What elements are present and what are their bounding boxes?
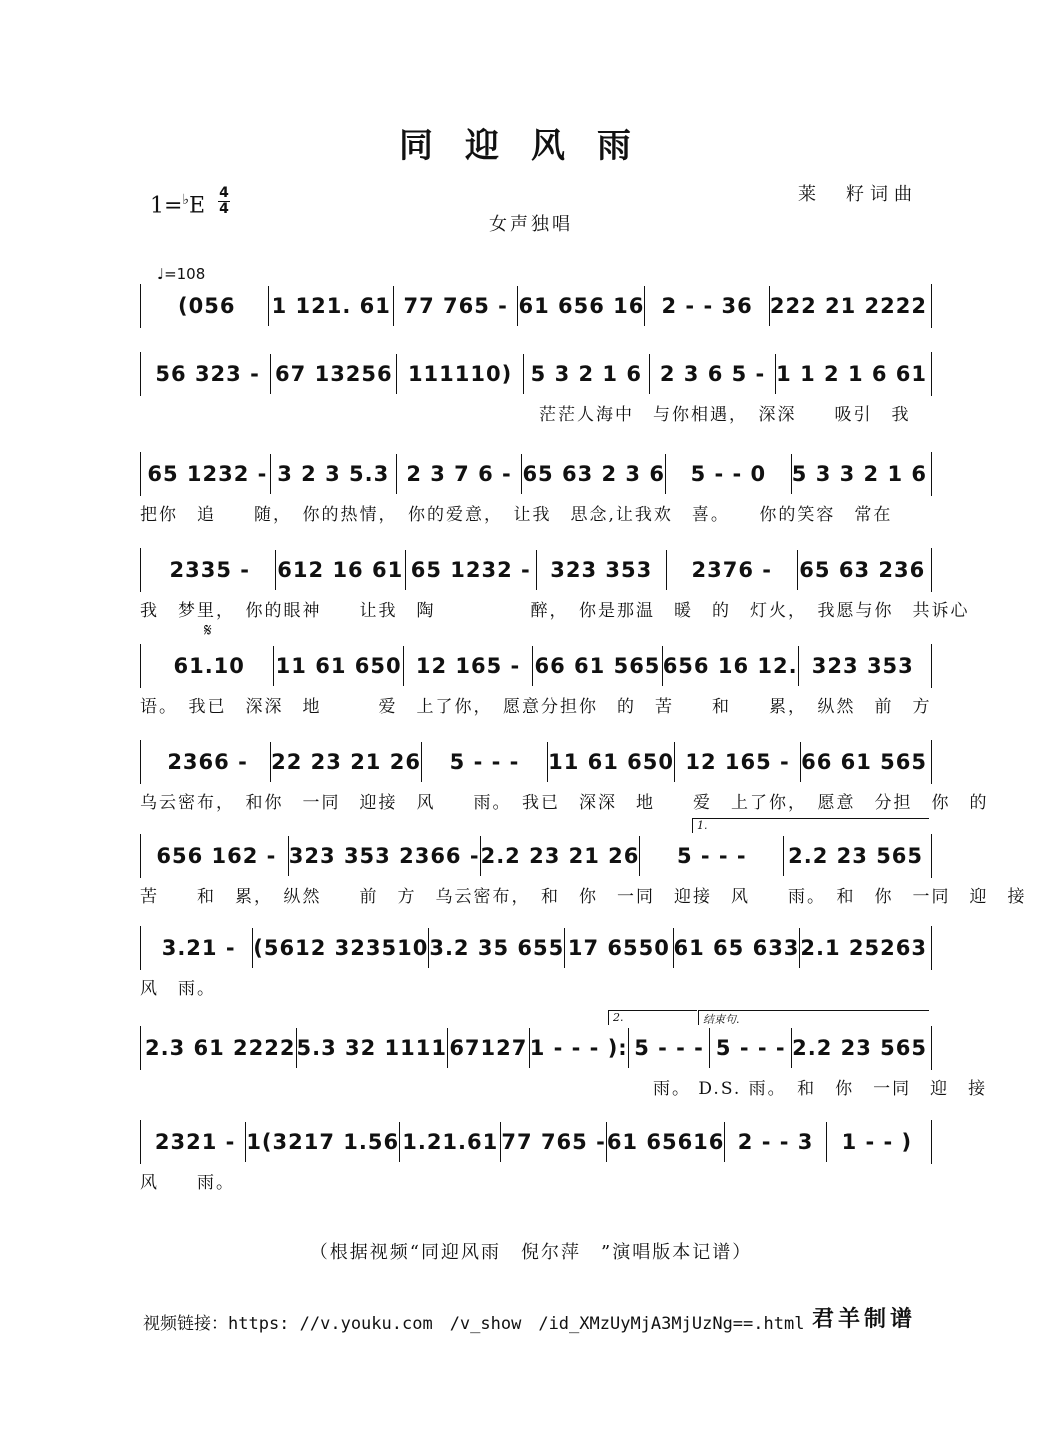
- measure: 2 - - 36: [645, 286, 769, 326]
- measure: 2 - - 3: [725, 1122, 826, 1162]
- ending-bracket: 结束句.: [698, 1010, 929, 1025]
- measure: 2 3 7 6 -: [397, 454, 523, 494]
- measure: 65 63 2 3 6: [522, 454, 666, 494]
- measure: 1 - - ): [841, 1130, 913, 1154]
- measure: 61 65 633: [674, 928, 801, 968]
- measure: 323 353: [537, 550, 668, 590]
- time-bottom: 4: [219, 201, 229, 217]
- lyrics-line: 我 梦里， 你的眼神 让我 陶 醉， 你是那温 暖 的 灯火， 我愿与你 共诉心: [140, 601, 970, 621]
- measure: 12 165 -: [675, 742, 801, 782]
- measure: 323 353 2366 -: [289, 836, 481, 876]
- measure: 2366 -: [145, 742, 271, 782]
- notation-line: [140, 352, 932, 396]
- measure: 323 353: [811, 654, 914, 678]
- lyrics-line: 语。 我已 深深 地 爱 上了你， 愿意分担你 的 苦 和 累， 纵然 前 方: [140, 697, 932, 717]
- measure: 2.2 23 565: [788, 844, 924, 868]
- video-link-label: 视频链接：: [143, 1314, 228, 1334]
- notation-line: [140, 284, 932, 328]
- measure: 67127: [448, 1028, 530, 1068]
- measure: 11 61 650: [548, 742, 675, 782]
- measure: 5 3 3 2 1 6: [791, 462, 928, 486]
- measure: 2.3 61 2222: [145, 1028, 297, 1068]
- lyrics-line: 风 雨。: [140, 1173, 235, 1193]
- lyrics-line: 茫茫人海中 与你相遇， 深深 吸引 我: [140, 405, 911, 425]
- time-top: 4: [219, 185, 229, 201]
- measure: 2376 -: [667, 550, 798, 590]
- measure: 66 61 565: [801, 750, 928, 774]
- measure: 65 1232 -: [145, 454, 271, 494]
- lyrics-line: 雨。 D.S. 雨。 和 你 一同 迎 接: [140, 1079, 988, 1099]
- measure: 1.21.61: [400, 1122, 501, 1162]
- segno-mark: 𝄋: [204, 620, 212, 641]
- measure: 2.2 23 565: [792, 1036, 927, 1060]
- notation-line: [140, 926, 932, 970]
- notation-line: [140, 740, 932, 784]
- measure: 222 21 2222: [769, 294, 927, 318]
- measure: 2 3 6 5 -: [650, 354, 776, 394]
- measure: 656 162 -: [145, 836, 289, 876]
- notation-line: [140, 1026, 932, 1070]
- notation-line: [140, 452, 932, 496]
- measure: 77 765 -: [501, 1122, 606, 1162]
- volta-2: 2.: [608, 1010, 697, 1025]
- composer-credit: 莱 籽词曲: [798, 184, 918, 205]
- measure: 17 6550: [565, 928, 673, 968]
- measure: 5 - - -: [640, 836, 784, 876]
- measure: 5.3 32 1111: [297, 1028, 449, 1068]
- measure: 5 - - -: [422, 742, 548, 782]
- measure: 61.10: [145, 646, 274, 686]
- measure: 22 23 21 26: [271, 742, 422, 782]
- measure: 1 - - - ):: [530, 1028, 629, 1068]
- measure: 5 - - 0: [666, 454, 792, 494]
- measure: 5 - - -: [629, 1028, 711, 1068]
- song-title: 同迎风雨: [399, 126, 663, 166]
- measure: 3.21 -: [145, 928, 253, 968]
- measure: 5 - - -: [710, 1028, 792, 1068]
- measure: 2321 -: [145, 1122, 246, 1162]
- measure: 65 63 236: [799, 558, 926, 582]
- measure: 66 61 565: [533, 646, 662, 686]
- flat-symbol: ♭: [182, 192, 190, 208]
- measure: 1(3217 1.56: [246, 1122, 400, 1162]
- lyrics-line: 苦 和 累， 纵然 前 方 乌云密布， 和 你 一同 迎接 风 雨。 和 你 一同 迎 接: [140, 887, 1027, 907]
- measure: 1 121. 61: [269, 286, 393, 326]
- measure: 2.1 25263: [800, 936, 927, 960]
- measure: 612 16 61: [276, 550, 407, 590]
- source-note: （根据视频“同迎风雨 倪尔萍 ”演唱版本记谱）: [309, 1242, 753, 1263]
- measure: 3.2 35 655: [429, 928, 565, 968]
- notation-line: [140, 548, 932, 592]
- measure: 61 656 16: [518, 286, 645, 326]
- measure: 2335 -: [145, 550, 276, 590]
- video-link-url[interactable]: https: //v.youku.com /v_show /id_XMzUyMjA3MjUzNg==.html: [228, 1314, 805, 1334]
- notation-line: [140, 1120, 932, 1164]
- volta-1: 1.: [692, 818, 929, 833]
- measure: 61 65616: [607, 1122, 726, 1162]
- arranger-signature: 君羊制谱: [812, 1306, 917, 1332]
- measure: 656 16 12.: [663, 646, 799, 686]
- measure: 5 3 2 1 6: [524, 354, 650, 394]
- measure: 111110): [397, 354, 523, 394]
- measure: 3 2 3 5.3: [271, 454, 397, 494]
- lyrics-line: 把你 追 随， 你的热情， 你的爱意， 让我 思念,让我欢 喜。 你的笑容 常在: [140, 505, 893, 525]
- notation-line: [140, 834, 932, 878]
- lyrics-line: 风 雨。: [140, 979, 216, 999]
- measure: 1 1 2 1 6 61: [776, 362, 928, 386]
- key-prefix: 1=: [150, 193, 183, 219]
- voice-type: 女声独唱: [489, 214, 573, 235]
- tempo-mark: ♩=108: [157, 265, 206, 283]
- video-link: [143, 1309, 804, 1334]
- measure: 65 1232 -: [406, 550, 537, 590]
- measure: 12 165 -: [404, 646, 533, 686]
- measure: (5612 323510: [253, 928, 429, 968]
- measure: 2.2 23 21 26: [481, 836, 641, 876]
- measure: (056: [145, 286, 269, 326]
- lyrics-line: 乌云密布， 和你 一同 迎接 风 雨。 我已 深深 地 爱 上了你， 愿意 分担 你 的: [140, 793, 989, 813]
- measure: 11 61 650: [274, 646, 403, 686]
- key-note: E: [189, 193, 206, 219]
- notation-line: [140, 644, 932, 688]
- measure: 56 323 -: [145, 354, 271, 394]
- measure: 67 13256: [271, 354, 397, 394]
- measure: 77 765 -: [394, 286, 518, 326]
